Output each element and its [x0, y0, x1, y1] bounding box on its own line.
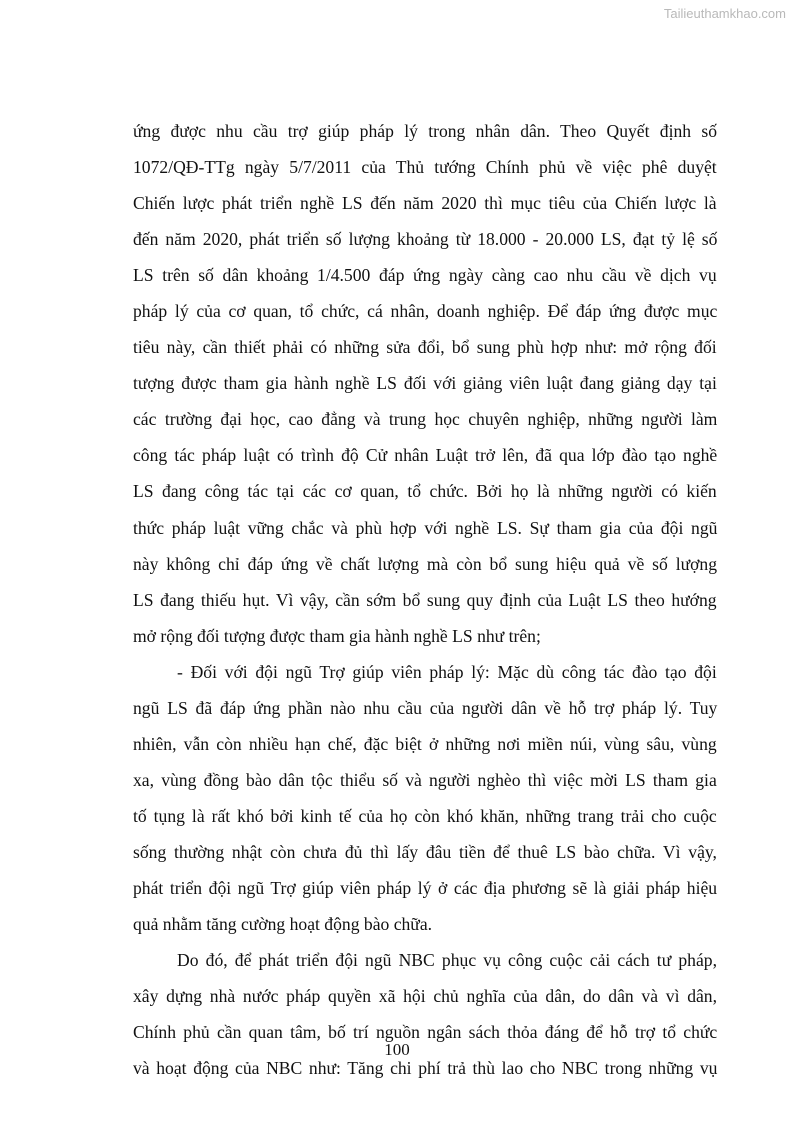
text-line: công tác pháp luật có trình độ Cử nhân Luật trở lên, đã qua lớp đào tạo nghề [133, 445, 718, 466]
text-line: quả nhằm tăng cường hoạt động bào chữa. [133, 914, 433, 935]
text-line: - Đối với đội ngũ Trợ giúp viên pháp lý: Mặc dù công tác đào tạo đội [177, 661, 717, 682]
text-line: mở rộng đối tượng được tham gia hành nghề LS như trên; [133, 625, 541, 646]
text-line: xây dựng nhà nước pháp quyền xã hội chủ nghĩa của dân, do dân và vì dân, [133, 986, 717, 1007]
text-line: này không chỉ đáp ứng về chất lượng mà còn bổ sung hiệu quả về số lượng [133, 553, 718, 574]
page-number: 100 [384, 1040, 410, 1059]
text-line: Chiến lược phát triển nghề LS đến năm 2020 thì mục tiêu của Chiến lược là [133, 193, 717, 214]
page-body [133, 113, 717, 1086]
text-line: Do đó, để phát triển đội ngũ NBC phục vụ công cuộc cải cách tư pháp, [177, 950, 717, 971]
text-line: nhiên, vẫn còn nhiều hạn chế, đặc biệt ở những nơi miền núi, vùng sâu, vùng [133, 733, 717, 754]
text-line: LS đang thiếu hụt. Vì vậy, cần sớm bổ sung quy định của Luật LS theo hướng [133, 589, 717, 610]
watermark: Tailieuthamkhao.com [663, 6, 786, 21]
paragraph-3 [133, 942, 717, 1086]
text-line: tố tụng là rất khó bởi kinh tế của họ còn khó khăn, những trang trải cho cuộc [133, 805, 717, 826]
text-line: thức pháp luật vững chắc và phù hợp với nghề LS. Sự tham gia của đội ngũ [133, 517, 718, 538]
text-line: pháp lý của cơ quan, tổ chức, cá nhân, doanh nghiệp. Để đáp ứng được mục [133, 301, 718, 322]
text-line: xa, vùng đồng bào dân tộc thiểu số và người nghèo thì việc mời LS tham gia [133, 769, 717, 790]
text-line: phát triển đội ngũ Trợ giúp viên pháp lý ở các địa phương sẽ là giải pháp hiệu [133, 877, 718, 898]
text-line: tiêu này, cần thiết phải có những sửa đổi, bổ sung phù hợp như: mở rộng đối [133, 337, 717, 358]
text-line: 1072/QĐ-TTg ngày 5/7/2011 của Thủ tướng Chính phủ về việc phê duyệt [133, 157, 717, 178]
text-line: Chính phủ cần quan tâm, bố trí nguồn ngân sách thỏa đáng để hỗ trợ tổ chức [133, 1022, 718, 1043]
text-line: đến năm 2020, phát triển số lượng khoảng từ 18.000 - 20.000 LS, đạt tỷ lệ số [133, 229, 718, 250]
text-line: LS đang công tác tại các cơ quan, tổ chức. Bởi họ là những người có kiến [133, 481, 717, 502]
text-line: sống thường nhật còn chưa đủ thì lấy đâu tiền để thuê LS bào chữa. Vì vậy, [133, 841, 717, 862]
text-line: ngũ LS đã đáp ứng phần nào nhu cầu của người dân về hỗ trợ pháp lý. Tuy [133, 697, 718, 718]
text-line: ứng được nhu cầu trợ giúp pháp lý trong nhân dân. Theo Quyết định số [133, 121, 718, 141]
text-line: các trường đại học, cao đẳng và trung học chuyên nghiệp, những người làm [133, 409, 718, 430]
text-line: và hoạt động của NBC như: Tăng chi phí trả thù lao cho NBC trong những vụ [133, 1058, 718, 1079]
paragraph-2 [133, 654, 717, 942]
text-line: tượng được tham gia hành nghề LS đối với giảng viên luật đang giảng dạy tại [133, 373, 717, 394]
text-line: LS trên số dân khoảng 1/4.500 đáp ứng ngày càng cao nhu cầu về dịch vụ [133, 265, 717, 286]
paragraph-1 [133, 113, 717, 654]
